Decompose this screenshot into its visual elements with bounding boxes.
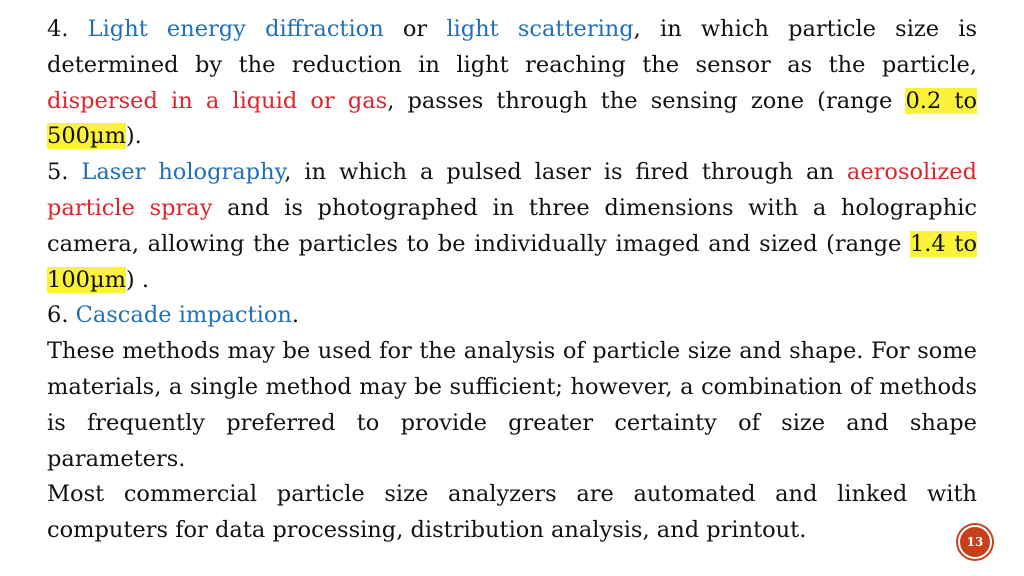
paragraph-analyzers: Most commercial particle size analyzers are automated and linked with computers for data processing, distribution analysis, and printout.: [47, 481, 977, 544]
term-cascade-impaction: Cascade impaction: [75, 302, 292, 329]
description-text: and is photographed in three dimensions with a holographic camera, allowing the particles to be individually imaged and sized (range: [47, 194, 977, 257]
description-text: , passes through the sensing zone (range: [387, 87, 906, 114]
description-text: .: [291, 302, 300, 329]
term-light-scattering: light scattering: [446, 16, 634, 42]
aerosolized-spray-text: aerosolized particle spray: [47, 159, 977, 221]
list-item-6: [47, 298, 977, 334]
description-text: ).: [125, 123, 142, 150]
dispersion-medium-text: dispersed in a liquid or gas: [47, 87, 388, 114]
item-number: 5.: [47, 159, 82, 186]
description-text: ) .: [125, 266, 149, 293]
page-number-badge: 13: [958, 525, 992, 559]
paragraph-methods: These methods may be used for the analysis of particle size and shape. For some materials, a single method may be sufficient; however, a combination of methods is frequently preferred to provide greater certainty of size and shape parameters.: [47, 338, 977, 472]
list-item-5: [47, 155, 977, 298]
list-item-4: [47, 12, 977, 155]
connector-text: or: [383, 16, 447, 42]
highlighted-range: 0.2 to 500µm: [47, 87, 977, 150]
highlighted-range: 1.4 to 100µm: [47, 230, 977, 293]
item-number: 6.: [47, 302, 76, 329]
item-number: 4.: [47, 16, 88, 42]
term-laser-holography: Laser holography: [81, 159, 285, 186]
description-text: , in which particle size is determined by the reduction in light reaching the sensor as the particle,: [47, 16, 978, 78]
term-light-energy-diffraction: Light energy diffraction: [87, 16, 384, 42]
description-text: , in which a pulsed laser is fired through an: [284, 159, 847, 186]
slide-body: [47, 12, 977, 549]
